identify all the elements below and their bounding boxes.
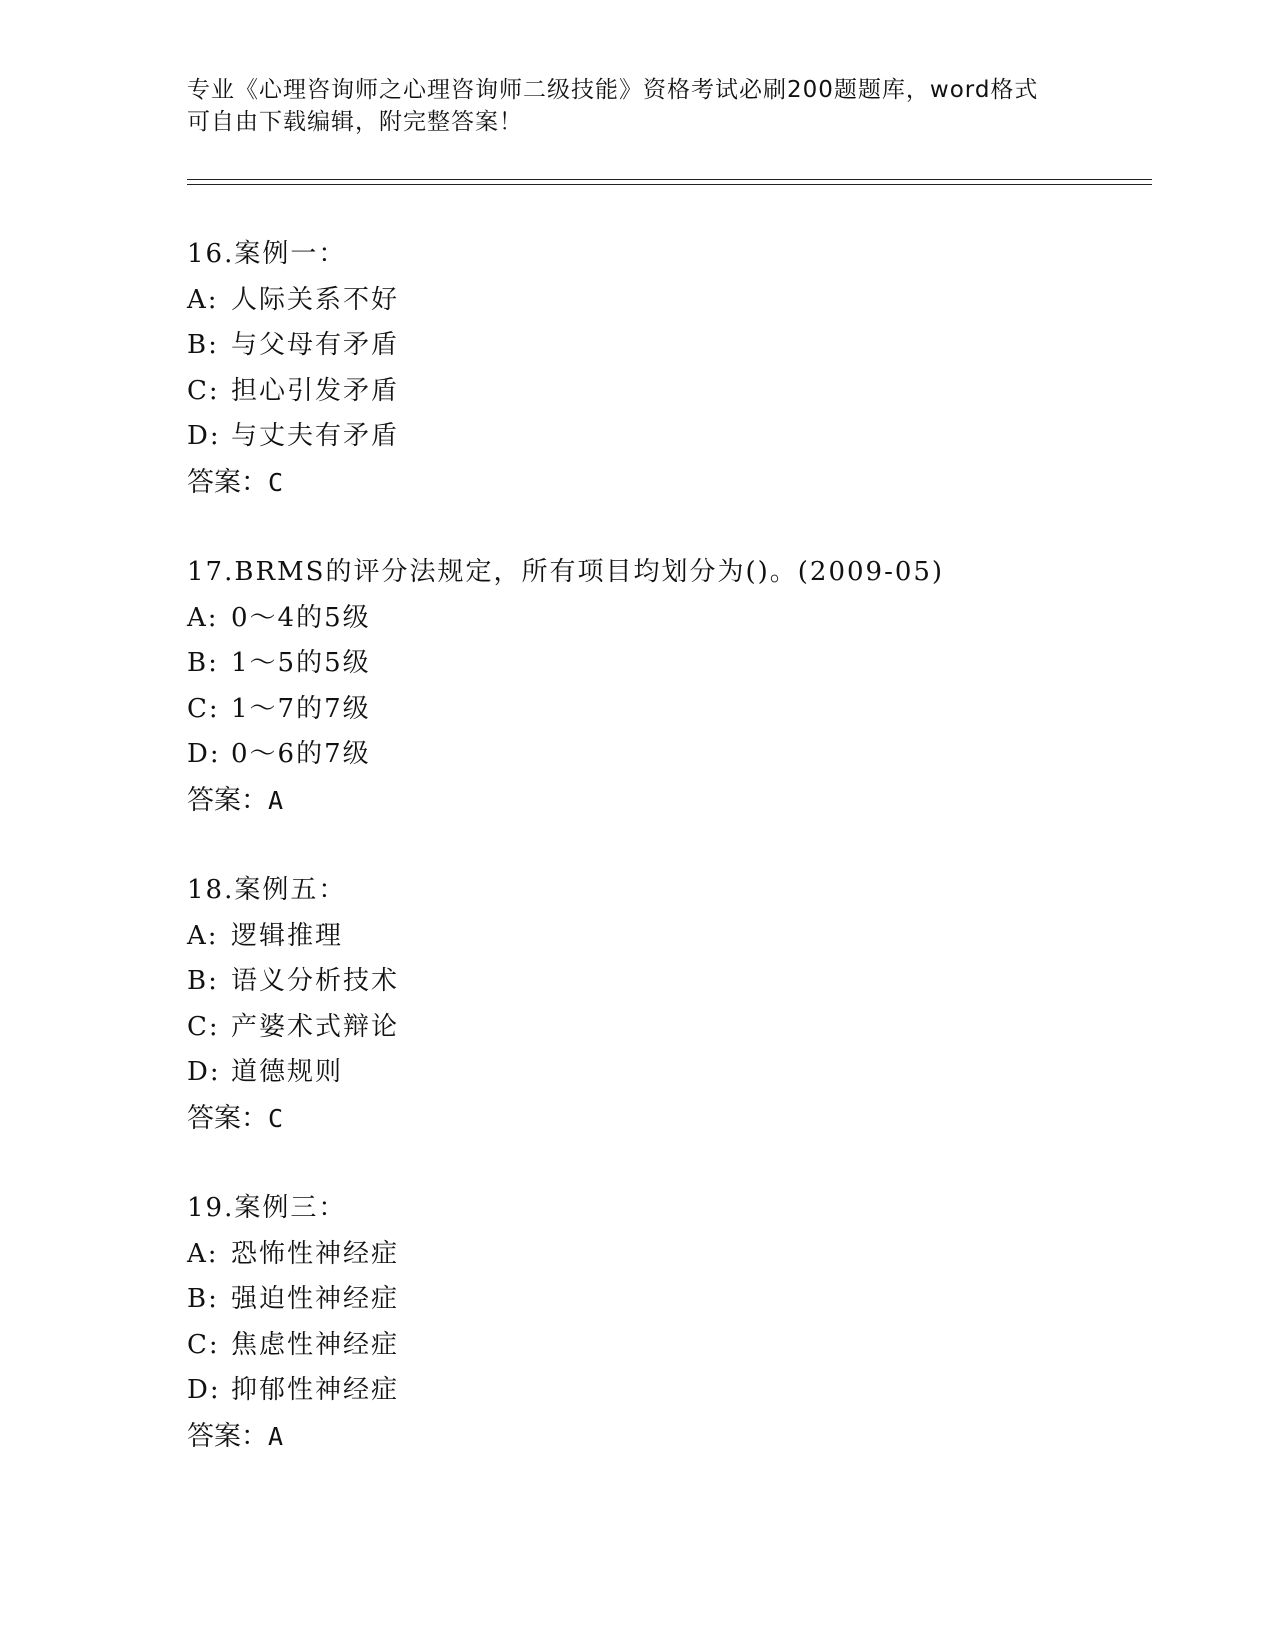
question-item bbox=[187, 868, 1147, 1141]
option-d bbox=[187, 1050, 1147, 1096]
option-a bbox=[187, 1232, 1147, 1278]
option-b bbox=[187, 641, 1147, 687]
document-header bbox=[187, 74, 1087, 138]
option-text: 强迫性神经症 bbox=[231, 1284, 400, 1314]
answer-line bbox=[187, 778, 1147, 824]
question-stem: 17.BRMS的评分法规定，所有项目均划分为()。(2009-05) bbox=[187, 557, 945, 587]
option-text: 0～6的7级 bbox=[231, 739, 371, 769]
option-d bbox=[187, 414, 1147, 460]
question-stem: 18.案例五： bbox=[187, 875, 347, 905]
option-d bbox=[187, 732, 1147, 778]
option-b bbox=[187, 959, 1147, 1005]
answer-line bbox=[187, 1096, 1147, 1142]
answer-label: 答案： bbox=[187, 1102, 268, 1134]
option-text: 语义分析技术 bbox=[231, 966, 400, 996]
option-text: 0～4的5级 bbox=[231, 602, 371, 633]
option-text: 1～7的7级 bbox=[231, 693, 371, 724]
option-letter: C: bbox=[187, 1329, 220, 1360]
option-letter: A: bbox=[187, 920, 219, 951]
answer-line bbox=[187, 460, 1147, 506]
header-line-1: 专业《心理咨询师之心理咨询师二级技能》资格考试必刷200题题库，word格式 bbox=[187, 77, 1039, 103]
question-item bbox=[187, 1186, 1147, 1459]
option-text: 人际关系不好 bbox=[231, 284, 400, 315]
option-text: 产婆术式辩论 bbox=[231, 1011, 400, 1042]
option-text: 1～5的5级 bbox=[231, 648, 371, 678]
option-a bbox=[187, 278, 1147, 324]
answer-label: 答案： bbox=[187, 466, 268, 498]
option-letter: C: bbox=[187, 693, 220, 724]
option-b bbox=[187, 1277, 1147, 1323]
answer-value: A bbox=[268, 785, 284, 815]
option-c bbox=[187, 687, 1147, 733]
answer-label: 答案： bbox=[187, 784, 268, 816]
option-letter: B: bbox=[187, 966, 219, 996]
option-text: 恐怖性神经症 bbox=[231, 1238, 400, 1269]
option-c bbox=[187, 1323, 1147, 1369]
answer-label: 答案： bbox=[187, 1420, 268, 1452]
option-text: 抑郁性神经症 bbox=[231, 1375, 400, 1405]
question-list bbox=[187, 232, 1147, 1504]
answer-value: C bbox=[268, 467, 284, 497]
question-item bbox=[187, 232, 1147, 505]
option-text: 逻辑推理 bbox=[231, 920, 344, 951]
question-stem: 16.案例一： bbox=[187, 239, 347, 269]
option-a bbox=[187, 596, 1147, 642]
header-line-2: 可自由下载编辑，附完整答案！ bbox=[187, 109, 523, 135]
option-text: 与父母有矛盾 bbox=[231, 330, 400, 360]
option-text: 道德规则 bbox=[231, 1057, 344, 1087]
header-divider-top bbox=[187, 179, 1152, 180]
header-divider-bottom bbox=[187, 184, 1152, 185]
option-a bbox=[187, 914, 1147, 960]
option-letter: B: bbox=[187, 648, 219, 678]
question-item bbox=[187, 550, 1147, 823]
option-letter: D: bbox=[187, 1375, 221, 1405]
question-stem: 19.案例三： bbox=[187, 1193, 347, 1223]
option-letter: C: bbox=[187, 375, 220, 406]
option-letter: A: bbox=[187, 284, 219, 315]
option-letter: D: bbox=[187, 739, 221, 769]
option-letter: C: bbox=[187, 1011, 220, 1042]
option-text: 焦虑性神经症 bbox=[231, 1329, 400, 1360]
option-letter: D: bbox=[187, 421, 221, 451]
option-letter: A: bbox=[187, 1238, 219, 1269]
option-b bbox=[187, 323, 1147, 369]
option-letter: B: bbox=[187, 1284, 219, 1314]
answer-value: C bbox=[268, 1103, 284, 1133]
option-letter: B: bbox=[187, 330, 219, 360]
answer-value: A bbox=[268, 1421, 284, 1451]
option-c bbox=[187, 369, 1147, 415]
option-letter: D: bbox=[187, 1057, 221, 1087]
option-letter: A: bbox=[187, 602, 219, 633]
option-d bbox=[187, 1368, 1147, 1414]
option-text: 与丈夫有矛盾 bbox=[231, 421, 400, 451]
option-c bbox=[187, 1005, 1147, 1051]
answer-line bbox=[187, 1414, 1147, 1460]
option-text: 担心引发矛盾 bbox=[231, 375, 400, 406]
